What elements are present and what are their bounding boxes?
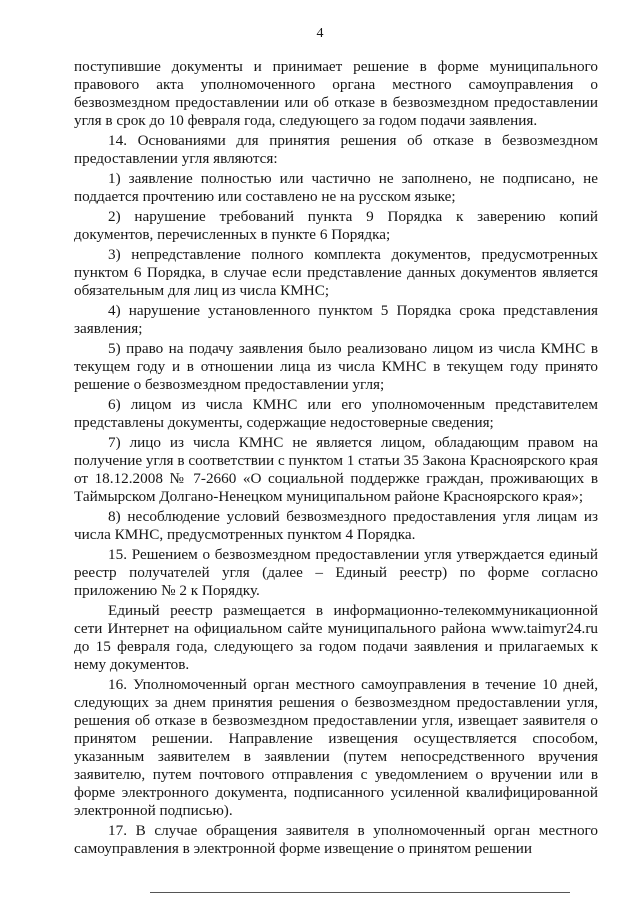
list-item-14-3: 3) непредставление полного комплекта документов, предусмотренных пунктом 6 Порядка, в случае если представление данных документов является обязательным для лиц из числа КМНС;: [74, 246, 598, 299]
list-item-14-8: 8) несоблюдение условий безвозмездного предоставления угля лицам из числа КМНС, предусмотренных пунктом 4 Порядка.: [74, 508, 598, 543]
paragraph-17: 17. В случае обращения заявителя в уполномоченный орган местного самоуправления в электронной форме извещение о принятом решении: [74, 822, 598, 857]
list-item-14-4: 4) нарушение установленного пунктом 5 Порядка срока представления заявления;: [74, 302, 598, 337]
list-item-14-5: 5) право на подачу заявления было реализовано лицом из числа КМНС в текущем году и в отношении лица из числа КМНС в текущем году принято решение о безвозмездном предоставлении угля;: [74, 340, 598, 393]
document-body: [74, 58, 598, 860]
list-item-14-2: 2) нарушение требований пункта 9 Порядка к заверению копий документов, перечисленных в пункте 6 Порядка;: [74, 208, 598, 243]
page-number: 4: [316, 26, 324, 41]
paragraph-14: 14. Основаниями для принятия решения об отказе в безвозмездном предоставлении угля являются:: [74, 132, 598, 167]
list-item-14-7: 7) лицо из числа КМНС не является лицом, обладающим правом на получение угля в соответствии с пунктом 1 статьи 35 Закона Красноярского края от 18.12.2008 № 7-2660 «О социальной поддержке граждан, проживающих в Таймырском Долгано-Ненецком муниципальном районе Красноярского края»;: [74, 434, 598, 505]
list-item-14-1: 1) заявление полностью или частично не заполнено, не подписано, не поддается прочтению или составлено не на русском языке;: [74, 170, 598, 205]
list-item-14-6: 6) лицом из числа КМНС или его уполномоченным представителем представлены документы, содержащие недостоверные сведения;: [74, 396, 598, 431]
paragraph-15: 15. Решением о безвозмездном предоставлении угля утверждается единый реестр получателей угля (далее – Единый реестр) по форме согласно приложению № 2 к Порядку.: [74, 546, 598, 599]
paragraph-continuation: поступившие документы и принимает решение в форме муниципального правового акта уполномоченного органа местного самоуправления о безвозмездном предоставлении или об отказе в безвозмездном предоставлении угля в срок до 10 февраля года, следующего за годом подачи заявления.: [74, 58, 598, 129]
paragraph-15-registry: Единый реестр размещается в информационно-телекоммуникационной сети Интернет на официальном сайте муниципального района www.taimyr24.ru до 15 февраля года, следующего за годом подачи заявления и прилагаемых к нему документов.: [74, 602, 598, 673]
paragraph-16: 16. Уполномоченный орган местного самоуправления в течение 10 дней, следующих за днем принятия решения о безвозмездном предоставлении угля, решения об отказе в безвозмездном предоставлении угля, извещает заявителя о принятом решении. Направление извещения осуществляется способом, указанным заявителем в заявлении (путем непосредственного вручения заявителю, путем почтового отправления с уведомлением о вручении или в форме электронного документа, подписанного усиленной квалифицированной электронной подписью).: [74, 676, 598, 819]
page-bottom-divider: [150, 892, 570, 893]
